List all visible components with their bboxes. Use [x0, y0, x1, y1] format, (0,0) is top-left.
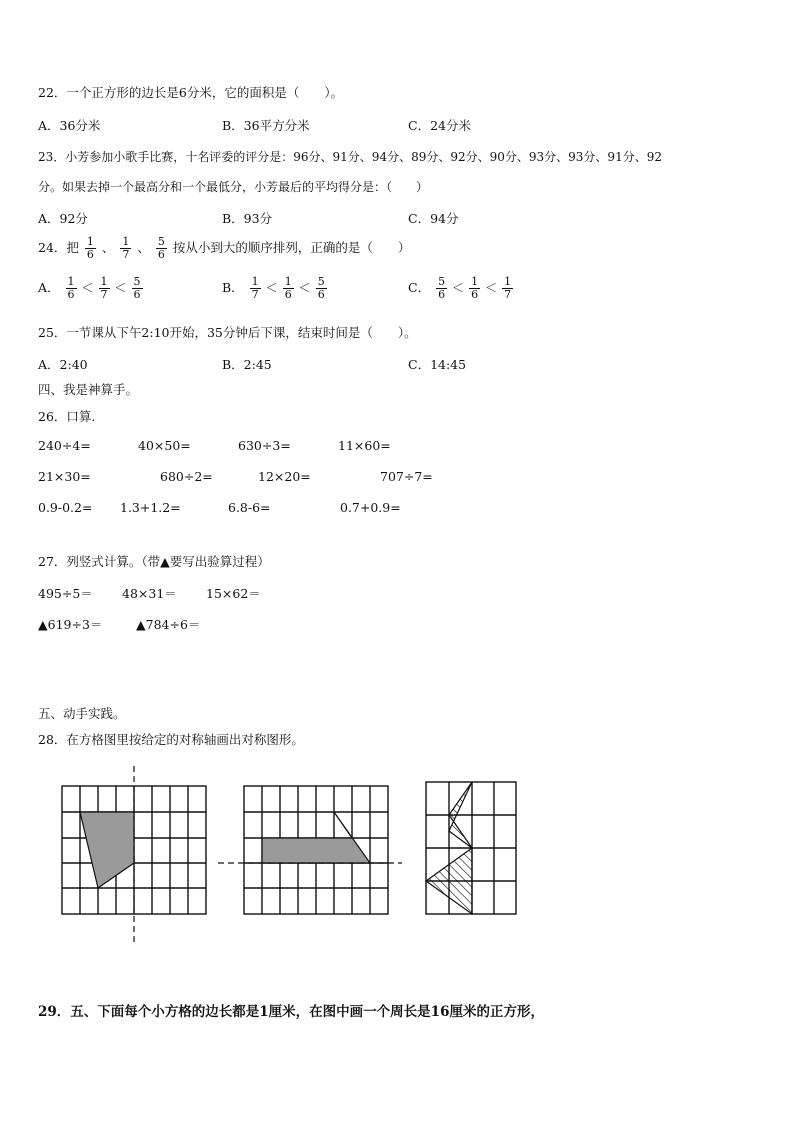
q25-option-a[interactable]: A．2:40: [38, 357, 88, 372]
fraction-1-6: $\frac{1}{6}$: [86, 235, 94, 261]
fraction-5-6: $\frac{5}{6}$: [157, 235, 165, 261]
q26-item: 12×20=: [258, 469, 311, 484]
hatched-shape-bottom: [426, 848, 472, 914]
grid-1: [62, 786, 206, 914]
q28-stem: 28．在方格图里按给定的对称轴画出对称图形。: [38, 732, 304, 747]
q25-stem: 25．一节课从下午2:10开始，35分钟后下课，结束时间是（ ）。: [38, 325, 417, 340]
q25-option-c[interactable]: C．14:45: [408, 357, 467, 372]
grid-3: [426, 782, 516, 914]
q26-item: 11×60=: [338, 438, 391, 453]
q22-option-a[interactable]: A．36分米: [38, 118, 101, 133]
separator: 、: [137, 240, 150, 255]
q27-item: ▲784÷6＝: [136, 617, 201, 632]
q26-item: 1.3+1.2=: [120, 500, 181, 515]
q23-stem-line2: 分。如果去掉一个最高分和一个最低分，小芳最后的平均得分是：（ ）: [38, 180, 429, 194]
q23-option-c[interactable]: C．94分: [408, 211, 459, 226]
q26-stem: 26．口算.: [38, 409, 96, 424]
q26-item: 21×30=: [38, 469, 91, 484]
q27-stem: 27．列竖式计算。（带▲要写出验算过程）: [38, 554, 270, 569]
q22-option-b[interactable]: B．36平方分米: [222, 118, 310, 133]
q24-option-b[interactable]: B． $\frac{1}{7}$ ＜ $\frac{1}{6}$ ＜ $\frac{5}{6}$: [222, 275, 325, 301]
q24-option-c[interactable]: C． $\frac{5}{6}$ ＜ $\frac{1}{6}$ ＜ $\frac{1}{7}$: [408, 275, 512, 301]
q22-option-c[interactable]: C．24分米: [408, 118, 471, 133]
q27-item: 15×62＝: [206, 586, 261, 601]
q22-stem: 22．一个正方形的边长是6分米，它的面积是（ ）。: [38, 85, 344, 100]
fraction-1-7: $\frac{1}{7}$: [122, 235, 130, 261]
q26-item: 680÷2=: [160, 469, 213, 484]
q23-option-b[interactable]: B．93分: [222, 211, 273, 226]
grid-2: [244, 786, 388, 914]
section-5-heading: 五、动手实践。: [38, 706, 126, 721]
q24-option-a[interactable]: A． $\frac{1}{6}$ ＜ $\frac{1}{7}$ ＜ $\frac{5}{6}$: [38, 275, 141, 301]
q26-item: 6.8-6=: [228, 500, 271, 515]
q23-option-a[interactable]: A．92分: [38, 211, 88, 226]
q26-item: 40×50=: [138, 438, 191, 453]
separator: 、: [101, 240, 115, 255]
q25-option-b[interactable]: B．2:45: [222, 357, 272, 372]
q23-stem-line1: 23．小芳参加小歌手比赛，十名评委的评分是：96分、91分、94分、89分、92分、90分、93分、93分、91分、92: [38, 150, 662, 164]
q29-stem: 29．五、下面每个小方格的边长都是1厘米，在图中画一个周长是16厘米的正方形，: [38, 1004, 544, 1020]
hatched-shape-top: [449, 782, 472, 848]
q26-item: 0.9-0.2=: [38, 500, 93, 515]
shaded-shape-2: [262, 812, 370, 863]
q27-item: 48×31＝: [122, 586, 177, 601]
q24-stem: [38, 236, 410, 261]
q26-item: 707÷7=: [380, 469, 433, 484]
q24-prefix: 24．把: [38, 240, 79, 255]
q26-item: 0.7+0.9=: [340, 500, 401, 515]
q26-item: 630÷3=: [238, 438, 291, 453]
section-4-heading: 四、我是神算手。: [38, 382, 139, 397]
q26-item: 240÷4=: [38, 438, 91, 453]
q27-item: ▲619÷3＝: [38, 617, 103, 632]
q27-item: 495÷5＝: [38, 586, 93, 601]
shaded-shape-1: [80, 812, 134, 888]
q24-suffix: 按从小到大的顺序排列，正确的是（ ）: [172, 240, 411, 255]
